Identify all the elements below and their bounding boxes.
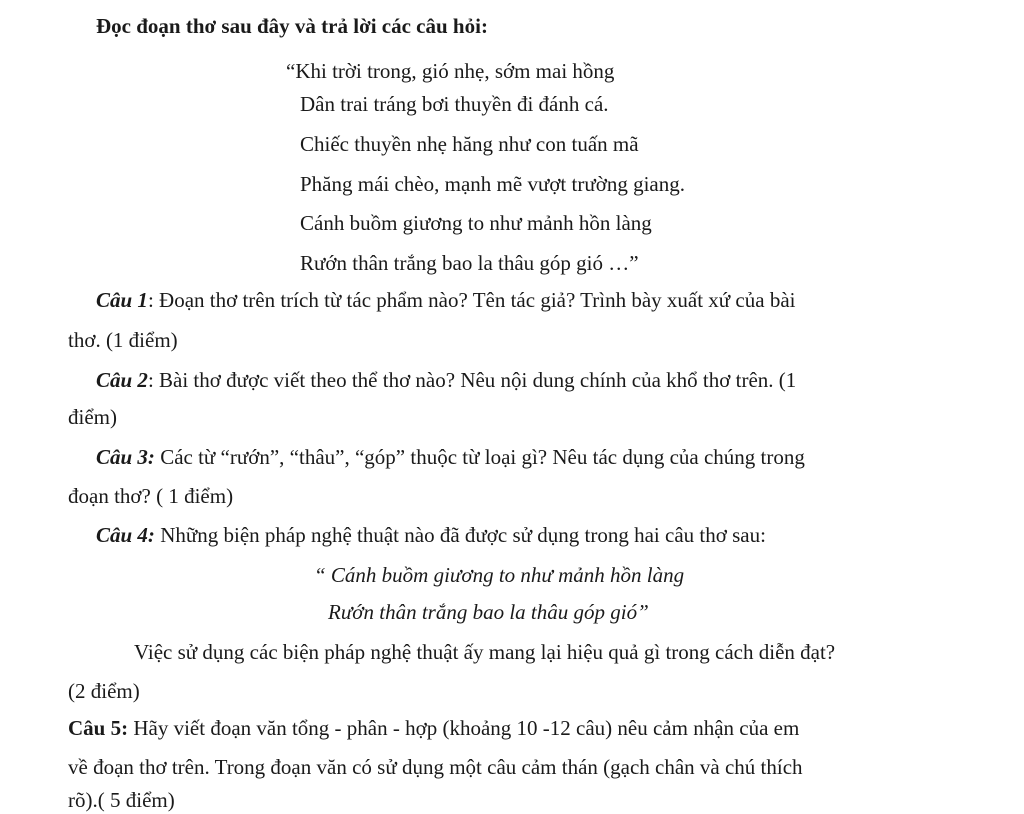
question-1-label: Câu 1: [96, 288, 148, 312]
question-5-text: Hãy viết đoạn văn tổng - phân - hợp (khoảng 10 -12 câu) nêu cảm nhận của em: [128, 716, 800, 740]
question-2-line-2: điểm): [68, 405, 117, 429]
question-4-line-1: [96, 521, 766, 549]
poem-line-4: Phăng mái chèo, mạnh mẽ vượt trường giang.: [300, 172, 685, 196]
question-5-line-2: về đoạn thơ trên. Trong đoạn văn có sử dụng một câu cảm thán (gạch chân và chú thích: [68, 755, 803, 779]
question-4-text: Những biện pháp nghệ thuật nào đã được sử dụng trong hai câu thơ sau:: [154, 523, 766, 547]
instruction-heading: Đọc đoạn thơ sau đây và trả lời các câu hỏi:: [96, 14, 488, 38]
question-5-line-1: [68, 714, 799, 742]
poem-line-2: Dân trai tráng bơi thuyền đi đánh cá.: [300, 92, 609, 116]
question-3-line-1: [96, 443, 805, 471]
question-5-label: Câu 5:: [68, 716, 129, 740]
question-3-line-2: đoạn thơ? ( 1 điểm): [68, 484, 234, 508]
poem-line-6: Rướn thân trắng bao la thâu góp gió …”: [300, 251, 639, 275]
question-3-label: Câu 3:: [96, 445, 155, 469]
question-4-label: Câu 4:: [96, 523, 155, 547]
question-1-line-1: [96, 286, 795, 314]
poem-line-3: Chiếc thuyền nhẹ hăng như con tuấn mã: [300, 132, 639, 156]
question-5-line-3: rõ).( 5 điểm): [68, 788, 175, 812]
poem-line-1: “Khi trời trong, gió nhẹ, sớm mai hồng: [286, 59, 615, 83]
poem-line-5: Cánh buồm giương to như mảnh hồn làng: [300, 211, 652, 235]
question-2-text: : Bài thơ được viết theo thể thơ nào? Nêu nội dung chính của khổ thơ trên. (1: [147, 368, 797, 392]
question-2-line-1: [96, 366, 796, 394]
question-1-text: : Đoạn thơ trên trích từ tác phẩm nào? Tên tác giả? Trình bày xuất xứ của bài: [147, 288, 796, 312]
question-3-text: Các từ “rướn”, “thâu”, “góp” thuộc từ loại gì? Nêu tác dụng của chúng trong: [154, 445, 805, 469]
question-4-quote-line-2: Rướn thân trắng bao la thâu góp gió”: [328, 600, 649, 624]
question-4-quote-line-1: “ Cánh buồm giương to như mảnh hồn làng: [314, 563, 685, 587]
question-1-line-2: thơ. (1 điểm): [68, 328, 178, 352]
question-4-line-2: Việc sử dụng các biện pháp nghệ thuật ấy mang lại hiệu quả gì trong cách diễn đạt?: [134, 640, 836, 664]
question-4-line-3: (2 điểm): [68, 679, 140, 703]
question-2-label: Câu 2: [96, 368, 148, 392]
